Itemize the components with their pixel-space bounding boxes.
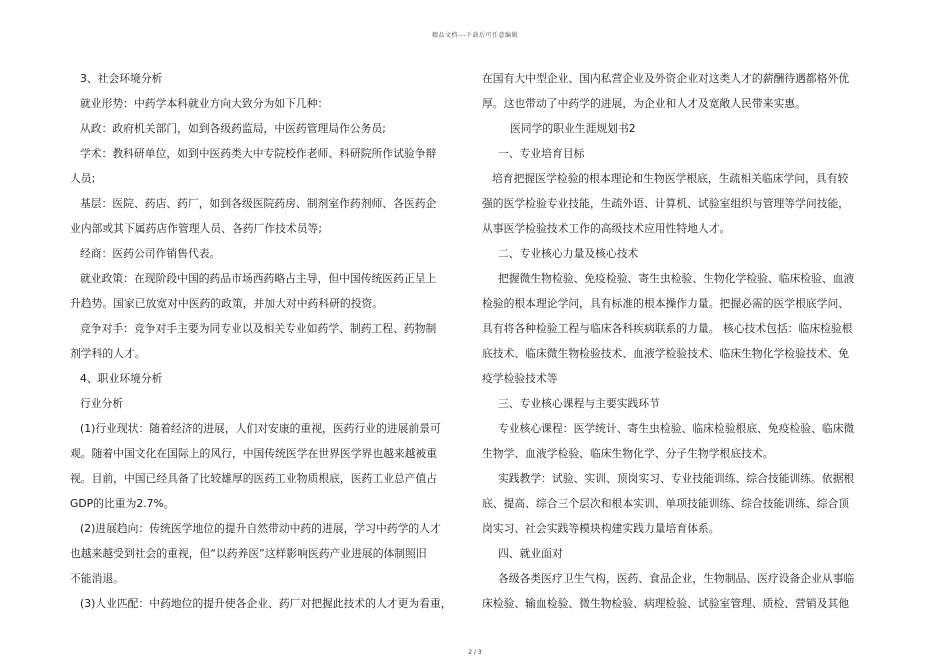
text-line: 就业政策：在现阶段中国的药品市场西药略占主导，但中国传统医药正呈上: [80, 272, 437, 285]
text-line: 三、专业核心课程与主要实践环节: [498, 397, 660, 410]
text-line: 视。目前，中国已经具备了比较雄厚的医药工业物质根底，医药工业总产值占: [70, 472, 438, 485]
text-line: 观。随着中国文化在国际上的风行，中国传统医学在世界医学界也越来越被重: [70, 447, 438, 460]
text-line: 在国有大中型企业、国内私营企业及外资企业对这类人才的薪酬待遇都格外优: [482, 72, 850, 85]
text-line: 检验的根本理论学问，具有标准的根本操作力量。把握必需的医学根底学问、: [482, 297, 850, 310]
text-line: 业内部或其下属药店作管理人员、各药厂作技术员等;: [70, 222, 322, 235]
page-header: 精品文档---下载后可任意编辑: [432, 32, 518, 39]
text-line: 升趋势。国家已放宽对中医药的政策，并加大对中药科研的投资。: [70, 297, 384, 310]
text-line: 行业分析: [80, 397, 124, 410]
text-line: 疫学检验技术等: [482, 372, 558, 385]
text-line: 岗实习、社会实践等模块构建实践力量培育体系。: [482, 522, 720, 535]
text-line: 人员;: [70, 172, 96, 185]
text-line: 把握微生物检验、免疫检验、寄生虫检验、生物化学检验、临床检验、血液: [498, 272, 855, 285]
text-line: 医同学的职业生涯规划书2: [510, 122, 636, 135]
text-line: 各级各类医疗卫生气构，医药、食品企业，生物制品、医疗设备企业从事临: [498, 572, 855, 585]
right-column: [482, 66, 882, 616]
text-line: 3、社会环境分析: [80, 72, 163, 85]
text-line: (1)行业现状：随着经济的进展，人们对安康的重视，医药行业的进展前景可: [80, 422, 441, 435]
page-number: 2 / 3: [468, 649, 482, 656]
text-line: 具有将各种检验工程与临床各科疾病联系的力量。 核心技术包括：临床检验根: [482, 322, 853, 335]
text-line: 经商：医药公司作销售代表。: [80, 247, 221, 260]
text-line: 基层：医院、药店、药厂，如到各级医院药房、制剂室作药剂师、各医药企: [80, 197, 437, 210]
text-line: 一、专业培育目标: [498, 147, 585, 160]
text-line: 底技术、临床微生物检验技术、血液学检验技术、临床生物化学检验技术、免: [482, 347, 850, 360]
text-line: 从政：政府机关部门，如到各级药监局，中医药管理局作公务员;: [80, 122, 386, 135]
text-line: 专业核心课程：医学统计、寄生虫检验、临床检验根底、免疫检验、临床微: [498, 422, 855, 435]
text-line: 也越来越受到社会的重视，但“以药养医”这样影响医药产业进展的体制照旧: [70, 547, 427, 560]
text-line: 竞争对手：竞争对手主要为同专业以及相关专业如药学、制药工程、药物制: [80, 322, 437, 335]
text-line: 床检验、输血检验、微生物检验、病理检验、试验室管理、质检、营销及其他: [482, 597, 850, 610]
text-line: 不能消退。: [70, 572, 124, 585]
left-column: [70, 66, 470, 616]
text-line: 4、职业环境分析: [80, 372, 163, 385]
text-line: GDP的比重为2.7%。: [70, 497, 175, 510]
text-line: 培育把握医学检验的根本理论和生物医学根底，生疏相关临床学问，具有较: [492, 172, 849, 185]
text-line: (3)人业匹配：中药地位的提升使各企业、药厂对把握此技术的人才更为看重，: [80, 597, 452, 610]
text-line: 生物学、血液学检验、临床生物化学、分子生物学根底技术。: [482, 447, 774, 460]
text-line: (2)进展趋向：传统医学地位的提升自然带动中药的进展，学习中药学的人才: [80, 522, 441, 535]
text-line: 剂学科的人才。: [70, 347, 146, 360]
text-line: 学术：教科研单位，如到中医药类大中专院校作老师、科研院所作试验争辩: [80, 147, 437, 160]
text-line: 从事医学检验技术工作的高级技术应用性特地人才。: [482, 222, 731, 235]
text-line: 二、专业核心力量及核心技术: [498, 247, 639, 260]
text-line: 强的医学检验专业技能，生疏外语、计算机、试验室组织与管理等学问技能，: [482, 197, 850, 210]
text-line: 实践教学：试验、实训、顶岗实习、专业技能训练、综合技能训练。依据根: [498, 472, 855, 485]
text-line: 就业形势：中药学本科就业方向大致分为如下几种：: [80, 97, 329, 110]
text-line: 底、提高、综合三个层次和根本实训、单项技能训练、综合技能训练、综合顶: [482, 497, 850, 510]
text-line: 厚。这也带动了中药学的进展，为企业和人才及宽敞人民带来实惠。: [482, 97, 806, 110]
text-line: 四、就业面对: [498, 547, 563, 560]
